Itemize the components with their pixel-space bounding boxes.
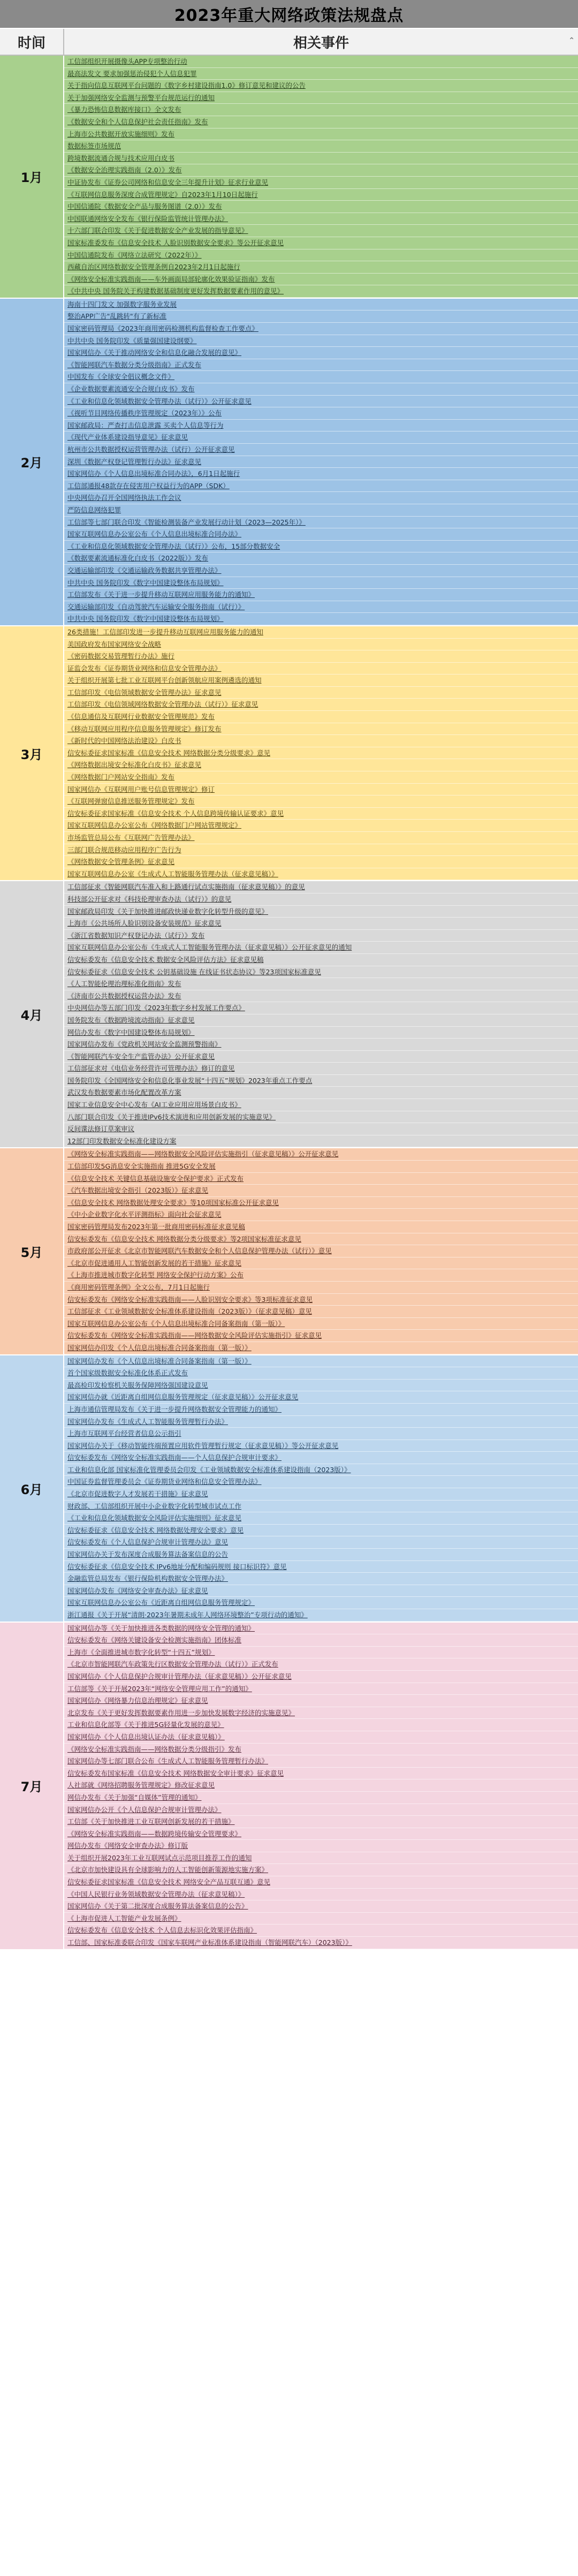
event-link[interactable]: 《北京市智能网联汽车政策先行区数据安全管理办法（试行）》正式发布	[64, 1658, 578, 1671]
event-link[interactable]: 三部门联合规范移动应用程序广告行为	[64, 844, 578, 857]
event-link[interactable]: 国务院印发《全国网络安全和信息化事业发展“十四五”规划》2023年重点工作要点	[64, 1075, 578, 1087]
event-link[interactable]: 《浙江省数据知识产权登记办法（试行）》发布	[64, 930, 578, 942]
event-link[interactable]: 上海市《全面推进城市数字化转型“十四五”规划》	[64, 1647, 578, 1659]
event-link[interactable]: 国家网信办印发《个人信息出境标准合同备案指南（第一版）》	[64, 1342, 578, 1354]
event-link[interactable]: 国家网信办《个人信息出境认证办法（征求意见稿）》	[64, 1731, 578, 1744]
event-link[interactable]: 《信息安全技术 关键信息基础设施安全保护要求》正式发布	[64, 1173, 578, 1185]
event-link[interactable]: 信安标委发布《个人信息保护合规审计管理办法》意见	[64, 1536, 578, 1549]
event-link[interactable]: 《商用密码管理条例》全文公布，7月1日起施行	[64, 1282, 578, 1294]
month-section-jun	[0, 1355, 578, 1623]
event-link[interactable]: 市政府部公开征求《北京市智能网联汽车数据安全和个人信息保护管理办法（试行）》意见	[64, 1245, 578, 1257]
event-link[interactable]: 中央网信办召开全国网络执法工作会议	[64, 492, 578, 504]
event-link[interactable]: 《信息安全技术 网络数据处理安全要求》等10项国家标准公开征求意见	[64, 1197, 578, 1209]
event-link[interactable]: 《数据安全和个人信息保护社会责任指南》发布	[64, 116, 578, 128]
event-link[interactable]: 工信部《关于加快推进工业互联网创新发展的若干措施》	[64, 1816, 578, 1828]
event-link[interactable]: 《中小企业数字化水平评测指标》面向社会征求意见	[64, 1209, 578, 1221]
event-link[interactable]: 国家标准委发布《信息安全技术 人脸识别数据安全要求》等公开征求意见	[64, 237, 578, 249]
event-link[interactable]: 国家网信办《关于第二批深度合成服务算法备案信息的公告》	[64, 1900, 578, 1913]
event-link[interactable]: 国家密码管理局发布2023年第一批商用密码标准征求意见稿	[64, 1221, 578, 1233]
header-event-label: 相关事件	[293, 35, 349, 51]
event-link[interactable]: 《北京市加快建设具有全球影响力的人工智能创新策源地实施方案》	[64, 1864, 578, 1876]
event-link[interactable]: 国家网信办发布《生成式人工智能服务管理暂行办法》	[64, 1416, 578, 1428]
event-link[interactable]: 国家邮政局：严查打击信息泄露 买卖个人信息等行为	[64, 420, 578, 432]
event-link[interactable]: 关于组织开展2023年工业互联网试点示范项目推荐工作的通知	[64, 1852, 578, 1865]
event-link[interactable]: 国家网信办等《关于加快推进各类数据的网络安全管理的通知》	[64, 1623, 578, 1635]
event-link[interactable]: 工信部印发《电信领域数据安全管理办法》征求意见	[64, 687, 578, 699]
event-link[interactable]: 中共中央 国务院印发《数字中国建设整体布局规划》	[64, 577, 578, 589]
event-list	[64, 299, 578, 625]
event-link[interactable]: 中国发布《全球安全倡议概念文件》	[64, 371, 578, 383]
event-link[interactable]: 《密码数据交易管理暂行办法》施行	[64, 650, 578, 663]
event-link[interactable]: 信安标委发布《信息安全技术 个人信息去标识化效果评估指南》	[64, 1925, 578, 1937]
event-link[interactable]: 杭州市公共数据授权运营管理办法（试行）公开征求意见	[64, 444, 578, 456]
event-link[interactable]: 《工业和信息化领域数据安全管理办法（试行）》公开征求意见	[64, 396, 578, 408]
event-link[interactable]: 交通运输部印发《交通运输政务数据共享管理办法》	[64, 565, 578, 577]
event-link[interactable]: 《济南市公共数据授权运营办法》发布	[64, 990, 578, 1003]
event-link[interactable]: 信安标委发布《网络安全标准实践指南——网络数据安全风险评估实施指引》征求意见	[64, 1330, 578, 1342]
event-list	[64, 1148, 578, 1354]
event-link[interactable]: 《智能网联汽车安全生产监管办法》公开征求意见	[64, 1051, 578, 1063]
event-link[interactable]: 国家互联网信息办公室公布《网络数据门户网站管理规定》	[64, 820, 578, 832]
event-link[interactable]: 《现代产业体系建设指导意见》征求意见	[64, 431, 578, 444]
event-link[interactable]: 信安标委发布《信息安全技术 网络数据分类分级要求》等2项国家标准征求意见	[64, 1233, 578, 1246]
month-label: 4月	[0, 881, 64, 1147]
event-link[interactable]: 国家工业信息安全中心发布《AI工业应用应用场景白皮书》	[64, 1099, 578, 1111]
event-link[interactable]: 中国联通网络安全发布《银行保险监管统计管理办法》	[64, 213, 578, 225]
event-link[interactable]: 中共中央 国务院印发《数字中国建设整体布局规划》	[64, 613, 578, 625]
event-link[interactable]: 国家互联网信息办公室公布《个人信息出境标准合同备案指南（第一版）》	[64, 1318, 578, 1330]
event-link[interactable]: 26类措施！工信部印发进一步提升移动互联网应用服务能力的通知	[64, 626, 578, 639]
event-link[interactable]: 财政部、工信部组织开展中小企业数字化转型城市试点工作	[64, 1501, 578, 1513]
event-link[interactable]: 国家网信办关于发布深度合成服务算法备案信息的公告	[64, 1549, 578, 1561]
event-link[interactable]: 国家互联网信息办公室公布《生成式人工智能服务管理办法（征求意见稿）》公开征求意见的通知	[64, 942, 578, 954]
event-link[interactable]: 《信息通信及互联网行业数据安全管理规范》发布	[64, 711, 578, 723]
event-link[interactable]: 中证协发布《证券公司网络和信息安全三年提升计划》征求行业意见	[64, 177, 578, 189]
event-link[interactable]: 浙江通报《关于开展“清朗·2023年暑期未成年人网络环境整治”专项行动的通知》	[64, 1609, 578, 1622]
event-link[interactable]: 关于加强网络安全监测与预警平台规范运行的通知	[64, 92, 578, 104]
event-link[interactable]: 国家网信办发布《网络安全审查办法》征求意见	[64, 1585, 578, 1597]
month-label: 7月	[0, 1623, 64, 1949]
page-title: 2023年重大网络政策法规盘点	[0, 0, 578, 29]
event-link[interactable]: 交通运输部印发《自动驾驶汽车运输安全服务指南（试行）》	[64, 601, 578, 613]
event-link[interactable]: 工信部发布《关于进一步提升移动互联网应用服务能力的通知》	[64, 589, 578, 601]
event-link[interactable]: 《网络数据出境安全标准化白皮书》征求意见	[64, 759, 578, 771]
month-section-mar	[0, 626, 578, 881]
event-link[interactable]: 《网络数据安全管理条例》征求意见	[64, 856, 578, 868]
month-section-apr	[0, 881, 578, 1148]
event-link[interactable]: 国家网信办《关于推动网络安全和信息化融合发展的意见》	[64, 347, 578, 359]
event-list	[64, 881, 578, 1147]
event-link[interactable]: 国家网信办关于《移动智能终端预置应用软件管理暂行规定（征求意见稿）》等公开征求意见	[64, 1440, 578, 1452]
event-link[interactable]: 国家邮政局印发《关于加快推进邮政快递业数字化转型升级的意见》	[64, 906, 578, 918]
event-link[interactable]: 网信办发布《网络安全审查办法》修订版	[64, 1840, 578, 1852]
event-link[interactable]: 《互联网弹窗信息推送服务管理规定》发布	[64, 795, 578, 808]
month-section-feb	[0, 299, 578, 626]
event-link[interactable]: 人社部就《网络招聘服务管理规定》修改征求意见	[64, 1779, 578, 1792]
event-link[interactable]: 国家网信办发布《个人信息出境标准合同备案指南（第一版）》	[64, 1355, 578, 1368]
event-link[interactable]: 反间谍法修订草案审议	[64, 1123, 578, 1135]
event-link[interactable]: 上海市《公共场所人脸识别设备安装规范》征求意见	[64, 918, 578, 930]
month-section-may	[0, 1148, 578, 1355]
month-label: 1月	[0, 56, 64, 298]
event-link[interactable]: 工信部、国家标准委联合印发《国家车联网产业标准体系建设指南（智能网联汽车）（2023版）》	[64, 1937, 578, 1949]
event-link[interactable]: 《暴力恐怖信息数据库接口》全文发布	[64, 104, 578, 116]
event-link[interactable]: 信安标委发布《网络关键设备安全检测实施指南》团体标准	[64, 1634, 578, 1647]
event-link[interactable]: 信安标委征求国家标准《信息安全技术 网络安全产品互联互通》意见	[64, 1876, 578, 1889]
event-link[interactable]: 国家互联网信息办公室公布《个人信息出境标准合同办法》	[64, 528, 578, 541]
event-link[interactable]: 国家网信办发布《党政机关网站安全监测预警指南》	[64, 1039, 578, 1051]
event-link[interactable]: 深圳《数据产权登记管理暂行办法》征求意见	[64, 456, 578, 468]
event-link[interactable]: 中国信通院《数据安全产品与服务图谱（2.0）》发布	[64, 201, 578, 213]
event-link[interactable]: 《汽车数据出境安全指引（2023版）》征求意见	[64, 1185, 578, 1197]
event-link[interactable]: 信安标委发布《网络安全标准实践指南——人脸识别安全要求》等3项标准征求意见	[64, 1294, 578, 1306]
event-link[interactable]: 数据标签市场规范	[64, 140, 578, 153]
table-header	[0, 29, 578, 56]
event-link[interactable]: 西藏自治区网络数据安全管理条例自2023年2月1日起施行	[64, 261, 578, 274]
event-link[interactable]: 中国信通院发布《网络立法研究（2022年）》	[64, 249, 578, 262]
event-link[interactable]: 金融监管总局发布《银行保险机构数据安全管理办法》	[64, 1573, 578, 1585]
event-link[interactable]: 工信部征求对《电信业务经营许可管理办法》修订的意见	[64, 1063, 578, 1075]
event-link[interactable]: 工信部征求《智能网联汽车准入和上路通行试点实施指南（征求意见稿）》的意见	[64, 881, 578, 893]
event-link[interactable]: 《新时代的中国网络法治建设》白皮书	[64, 735, 578, 747]
event-link[interactable]: 信安标委征求《信息安全技术 公钥基础设施 在线证书状态协议》等23项国家标准意见	[64, 966, 578, 979]
event-link[interactable]: 跨境数据流通合规与技术应用白皮书	[64, 153, 578, 165]
event-link[interactable]: 中国证券监督管理委员会《证券期货业网络和信息安全管理办法》	[64, 1476, 578, 1488]
event-link[interactable]: 工信部等《关于开展2023年“网络安全管理应用工作”的通知》	[64, 1683, 578, 1695]
event-link[interactable]: 武汉发布数据要素市场化配置改革方案	[64, 1087, 578, 1099]
event-link[interactable]: 科技部公开征求对《科技伦理审查办法（试行）》的意见	[64, 893, 578, 906]
event-link[interactable]: 信安标委征求《信息安全技术 IPv6地址分配和编码规则 接口标识符》意见	[64, 1561, 578, 1573]
event-link[interactable]: 海南十四门发文 加强数字服务业发展	[64, 299, 578, 311]
event-link[interactable]: 信安标委发布《网络安全标准实践指南——个人信息保护合规审计要求》	[64, 1452, 578, 1464]
event-link[interactable]: 《上海市推进城市数字化转型 网络安全保护行动方案》公布	[64, 1269, 578, 1282]
event-link[interactable]: 关于组织开展第七批工业互联网平台创新领航应用案例遴选的通知	[64, 675, 578, 687]
event-link[interactable]: 工信部印发《电信领域网络数据安全管理办法（试行）》征求意见	[64, 699, 578, 711]
event-link[interactable]: 《企业数据要素流通安全合规白皮书》发布	[64, 383, 578, 396]
month-section-jan	[0, 56, 578, 299]
event-link[interactable]: 上海市通信管理局发布《关于进一步提升网络数据安全管理能力的通知》	[64, 1404, 578, 1416]
event-link[interactable]: 《网络安全标准实践指南——车外画面局部轮廓化效果验证指南》发布	[64, 274, 578, 286]
event-link[interactable]: 信安标委征求国家标准《信息安全技术 个人信息跨境传输认证要求》意见	[64, 808, 578, 820]
event-link[interactable]: 《人工智能伦理治理标准化指南》发布	[64, 978, 578, 990]
event-link[interactable]: 首个国家级数据安全标准化体系正式发布	[64, 1367, 578, 1380]
scroll-indicator-icon[interactable]: ⌃	[568, 36, 575, 45]
event-link[interactable]: 十六部门联合印发《关于促进数据安全产业发展的指导意见》	[64, 225, 578, 237]
event-link[interactable]: 八部门联合印发《关于推进IPv6技术演进和应用创新发展的实施意见》	[64, 1111, 578, 1124]
event-link[interactable]: 《工业和信息化领域数据安全风险评估实施细则》征求意见	[64, 1512, 578, 1525]
event-link[interactable]: 《中国人民银行业务领域数据安全管理办法（征求意见稿）》	[64, 1889, 578, 1901]
event-link[interactable]: 信安标委发布《信息安全技术 数据安全风险评估方法》征求意见稿	[64, 954, 578, 966]
event-link[interactable]: 《智能网联汽车数据分类分级指南》正式发布	[64, 359, 578, 372]
event-link[interactable]: 《上海市促进人工智能产业发展条例》	[64, 1913, 578, 1925]
event-link[interactable]: 《工业和信息化领域数据安全管理办法（试行）》公布，15部分数据安全	[64, 541, 578, 553]
event-list	[64, 56, 578, 298]
event-link[interactable]: 工业和信息化部等《关于推进5G轻量化发展的意见》	[64, 1719, 578, 1731]
event-link[interactable]: 最高法发文 要求加强惩治侵犯个人信息犯罪	[64, 68, 578, 80]
event-link[interactable]: 最高检印发检察机关服务保障网络强国建设意见	[64, 1380, 578, 1392]
event-link[interactable]: 上海市互联网平台经营者信息公示指引	[64, 1428, 578, 1440]
event-link[interactable]: 美国政府发布国家网络安全战略	[64, 639, 578, 651]
event-link[interactable]: 国家密码管理局《2023年商用密码检测机构监督检查工作要点》	[64, 323, 578, 335]
event-link[interactable]: 工信部等七部门联合印发《智能检测装备产业发展行动计划（2023—2025年）》	[64, 517, 578, 529]
event-link[interactable]: 整治APP广告"乱跳转"有了新标准	[64, 310, 578, 323]
event-link[interactable]: 国家网信办公开《个人信息保护合规审计管理办法》	[64, 1804, 578, 1816]
event-link[interactable]: 《网络数据门户网站安全指南》发布	[64, 771, 578, 784]
event-link[interactable]: 严防信息网络犯罪	[64, 504, 578, 517]
month-label: 2月	[0, 299, 64, 625]
event-link[interactable]: 证监会发布《证券期货业网络和信息安全管理办法》	[64, 663, 578, 675]
event-link[interactable]: 《视听节目网络传播秩序管理规定（2023年）》公布	[64, 407, 578, 420]
event-link[interactable]: 工信部组织开展摄像头APP专项整治行动	[64, 56, 578, 68]
event-link[interactable]: 《北京市促进数字人才发展若干措施》征求意见	[64, 1488, 578, 1501]
event-link[interactable]: 国家网信办就《近距离自组网信息服务管理规定（征求意见稿）》公开征求意见	[64, 1391, 578, 1404]
event-link[interactable]: 国家网信办等七部门联合公布《生成式人工智能服务管理暂行办法》	[64, 1755, 578, 1768]
event-link[interactable]: 中央网信办等五部门印发《2023年数字乡村发展工作要点》	[64, 1002, 578, 1014]
event-link[interactable]: 《北京市促进通用人工智能创新发展的若干措施》征求意见	[64, 1257, 578, 1270]
header-time: 时间	[0, 29, 64, 55]
event-link[interactable]: 信安标委征求《信息安全技术 网络数据处理安全要求》意见	[64, 1525, 578, 1537]
event-link[interactable]: 国家网信办《个人信息出境标准合同办法》，6月1日起施行	[64, 468, 578, 480]
month-section-jul	[0, 1623, 578, 1950]
event-link[interactable]: 12部门印发数据安全标准化建设方案	[64, 1135, 578, 1148]
event-link[interactable]: 上海市公共数据开放实施细则》发布	[64, 128, 578, 141]
event-link[interactable]: 国家互联网信息办公室公布《近距离自组网信息服务管理规定》	[64, 1597, 578, 1609]
event-link[interactable]: 国家网信办《互联网用户账号信息管理规定》修订	[64, 784, 578, 796]
event-link[interactable]: 工信部印发5G消息安全实施指南 推进5G安全发展	[64, 1161, 578, 1173]
event-link[interactable]: 工业和信息化部 国家标准化管理委员会印发《工业领域数据安全标准体系建设指南（2023版）》	[64, 1464, 578, 1476]
event-link[interactable]: 《网络安全标准实践指南——网络数据分类分级指引》发布	[64, 1744, 578, 1756]
event-link[interactable]: 信安标委征求国家标准《信息安全技术 网络数据分类分级要求》意见	[64, 747, 578, 760]
event-list	[64, 1623, 578, 1949]
event-link[interactable]: 《网络安全标准实践指南——网络数据安全风险评估实施指引（征求意见稿）》公开征求意见	[64, 1148, 578, 1161]
event-link[interactable]: 《数据要素流通标准化白皮书（2022版）》发布	[64, 552, 578, 565]
event-link[interactable]: 信安标委发布国家标准《信息安全技术 网络数据安全审计要求》征求意见	[64, 1768, 578, 1780]
event-link[interactable]: 市场监管总局公布《互联网广告管理办法》	[64, 832, 578, 844]
event-link[interactable]: 国务院发布《数据跨境流动指南》征求意见	[64, 1014, 578, 1027]
month-label: 3月	[0, 626, 64, 880]
event-link[interactable]: 《中共中央 国务院关于构建数据基础制度更好发挥数据要素作用的意见》	[64, 285, 578, 298]
header-event	[64, 29, 578, 55]
event-link[interactable]: 《网络安全标准实践指南——数据跨境传输安全管理要求》	[64, 1828, 578, 1840]
event-link[interactable]: 《互联网信息服务深度合成管理规定》自2023年1月10日起施行	[64, 189, 578, 201]
event-link[interactable]: 国家网信办《个人信息保护合规审计管理办法（征求意见稿）》公开征求意见	[64, 1671, 578, 1683]
month-label: 5月	[0, 1148, 64, 1354]
event-list	[64, 1355, 578, 1622]
month-label: 6月	[0, 1355, 64, 1622]
event-link[interactable]: 国家互联网信息办公室《生成式人工智能服务管理办法（征求意见稿）》	[64, 868, 578, 881]
event-link[interactable]: 网信办发布《关于加强“自媒体”管理的通知》	[64, 1792, 578, 1804]
event-link[interactable]: 北京发布《关于更好发挥数据要素作用进一步加快发展数字经济的实施意见》	[64, 1707, 578, 1719]
event-link[interactable]: 《数据安全治理实践指南（2.0）》发布	[64, 164, 578, 177]
event-link[interactable]: 网信办发布《数字中国建设整体布局规划》	[64, 1027, 578, 1039]
event-link[interactable]: 工信部征求《工业领域数据安全标准体系建设指南（2023版）》（征求意见稿）意见	[64, 1306, 578, 1318]
event-link[interactable]: 关于指向信息互联网平台问题的《数字乡村建设指南1.0》修订意见和建议的公告	[64, 80, 578, 92]
event-list	[64, 626, 578, 880]
month-sections	[0, 56, 578, 1950]
event-link[interactable]: 国家网信办《网络暴力信息治理规定》征求意见	[64, 1695, 578, 1707]
event-link[interactable]: 《移动互联网应用程序信息服务管理规定》修订发布	[64, 723, 578, 736]
event-link[interactable]: 工信部通报48款存在侵害用户权益行为的APP（SDK）	[64, 480, 578, 493]
event-link[interactable]: 中共中央 国务院印发《质量强国建设纲要》	[64, 335, 578, 347]
